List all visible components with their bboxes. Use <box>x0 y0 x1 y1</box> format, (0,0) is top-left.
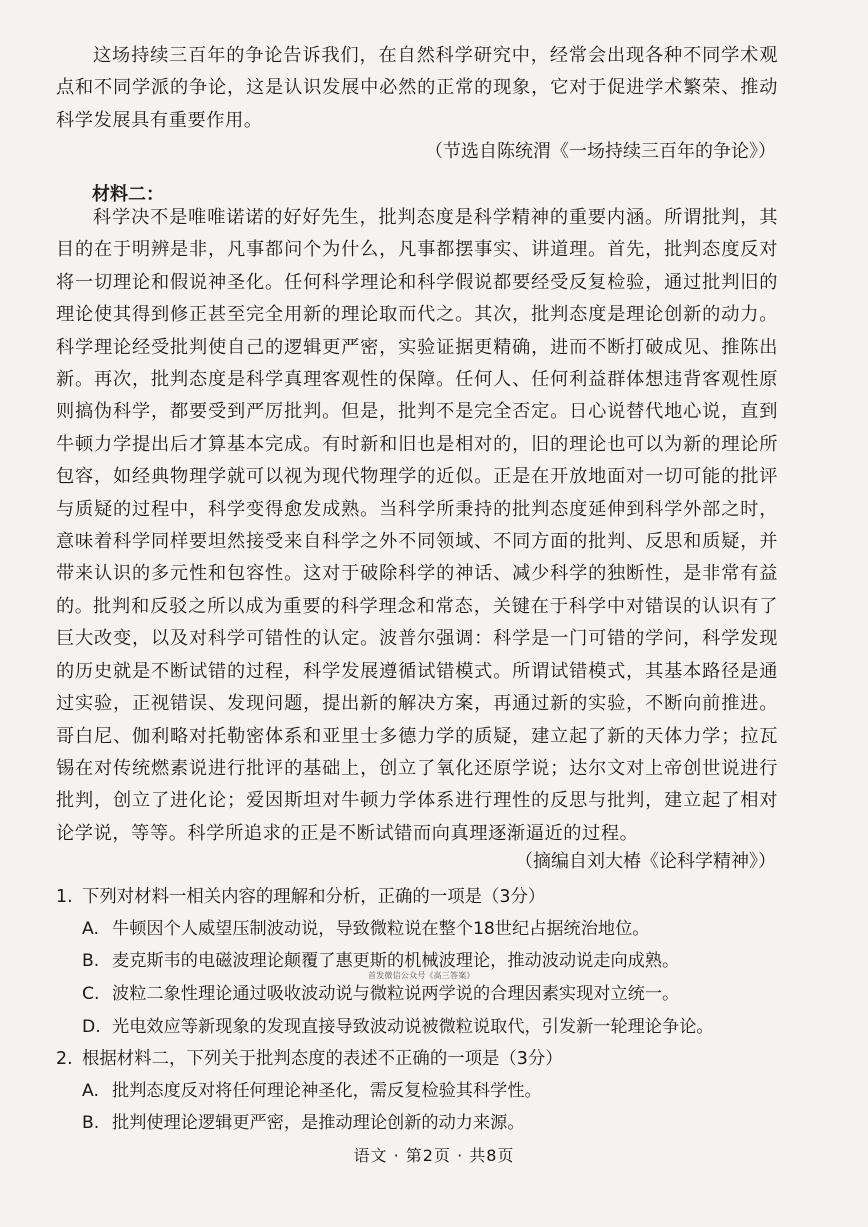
material-one-source: （节选自陈统渭《一场持续三百年的争论》） <box>425 141 776 162</box>
question-number: 2. <box>56 1049 73 1069</box>
option-text: 麦克斯韦的电磁波理论颠覆了惠更斯的机械波理论，推动波动说走向成熟。 <box>112 951 680 971</box>
question-2-option-b[interactable] <box>82 1109 782 1137</box>
option-letter: B. <box>82 1113 100 1133</box>
question-1-option-a[interactable] <box>82 915 782 943</box>
question-2-stem <box>56 1045 796 1073</box>
option-letter: A. <box>82 1081 99 1101</box>
material-one-conclusion: 这场持续三百年的争论告诉我们，在自然科学研究中，经常会出现各种不同学术观点和不同学派的争论，这是认识发展中必然的正常的现象，它对于促进学术繁荣、推动科学发展具有重要作用。 <box>56 45 778 131</box>
question-number: 1. <box>56 887 73 907</box>
material-two-heading: 材料二： <box>92 184 164 205</box>
option-letter: B. <box>82 951 100 971</box>
material-two-paragraph-2: 批判和反驳之所以成为重要的科学理念和常态，关键在于科学中对错误的认识有了巨大改变，以及对科学可错性的认定。波普尔强调：科学是一门可错的学问，科学发现的历史就是不断试错的过程，科学发展遵循试错模式。所谓试错模式，其基本路径是通过实验，正视错误、发现问题，提出新的解决方案，再通过新的实验，不断向前推进。哥白尼、伽利略对托勒密体系和亚里士多德力学的质疑，建立起了新的天体力学；拉瓦锡在对传统燃素说进行批评的基础上，创立了氧化还原学说；达尔文对上帝创世说进行批判，创立了进化论；爱因斯坦对牛顿力学体系进行理性的反思与批判，建立起了相对论学说，等等。科学所追求的正是不断试错而向真理逐渐逼近的过程。 <box>56 596 778 844</box>
page-footer: 语文 · 第2页 · 共8页 <box>353 1146 515 1165</box>
option-letter: C. <box>82 984 100 1004</box>
question-1-option-c[interactable] <box>82 980 782 1008</box>
option-text: 牛顿因个人威望压制波动说，导致微粒说在整个18世纪占据统治地位。 <box>112 919 650 939</box>
option-letter: A. <box>82 919 99 939</box>
option-text: 批判态度反对将任何理论神圣化，需反复检验其科学性。 <box>112 1081 542 1101</box>
option-text: 批判使理论逻辑更严密，是推动理论创新的动力来源。 <box>112 1113 525 1133</box>
watermark-text: 首发微信公众号《高三答案》 <box>368 971 475 980</box>
question-text: 下列对材料一相关内容的理解和分析，正确的一项是（3分） <box>82 887 546 907</box>
question-2-option-a[interactable] <box>82 1077 782 1105</box>
material-two-source: （摘编自刘大椿《论科学精神》） <box>515 851 776 872</box>
option-letter: D. <box>82 1017 101 1037</box>
question-1-stem <box>56 883 796 911</box>
question-1-option-d[interactable] <box>82 1013 782 1041</box>
option-text: 波粒二象性理论通过吸收波动说与微粒说两学说的合理因素实现对立统一。 <box>112 984 680 1004</box>
material-two-paragraph-1: 科学决不是唯唯诺诺的好好先生，批判态度是科学精神的重要内涵。所谓批判，其目的在于明辨是非，凡事都问个为什么，凡事都摆事实、讲道理。首先，批判态度反对将一切理论和假说神圣化。任何科学理论和科学假说都要经受反复检验，通过批判旧的理论使其得到修正甚至完全用新的理论取而代之。其次，批判态度是理论创新的动力。科学理论经受批判使自己的逻辑更严密，实验证据更精确，进而不断打破成见、推陈出新。再次，批判态度是科学真理客观性的保障。任何人、任何利益群体想违背客观性原则搞伪科学，都要受到严厉批判。但是，批判不是完全否定。日心说替代地心说，直到牛顿力学提出后才算基本完成。有时新和旧也是相对的，旧的理论也可以为新的理论所包容，如经典物理学就可以视为现代物理学的近似。正是在开放地面对一切可能的批评与质疑的过程中，科学变得愈发成熟。当科学所秉持的批判态度延伸到科学外部之时，意味着科学同样要坦然接受来自科学之外不同领域、不同方面的批判、反思和质疑，并带来认识的多元性和包容性。这对于破除科学的神话、减少科学的独断性，是非常有益的。 <box>56 207 778 617</box>
question-text: 根据材料二，下列关于批判态度的表述不正确的一项是（3分） <box>82 1049 563 1069</box>
option-text: 光电效应等新现象的发现直接导致波动说被微粒说取代，引发新一轮理论争论。 <box>112 1017 714 1037</box>
